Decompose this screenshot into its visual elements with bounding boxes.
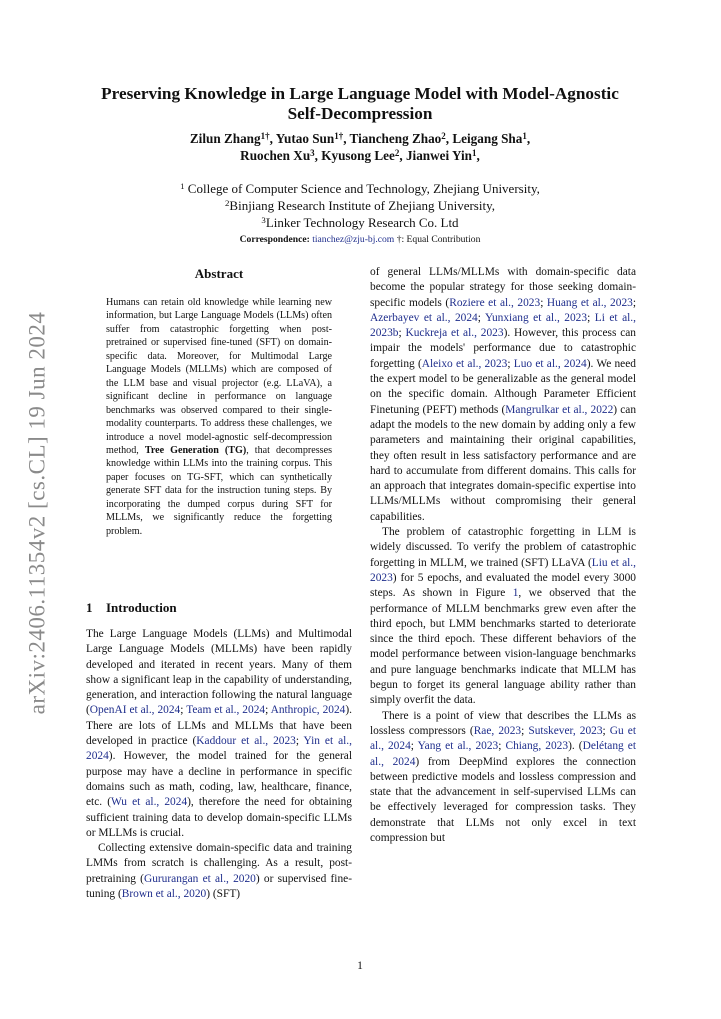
correspondence-line <box>80 234 640 246</box>
citation-link[interactable]: Delétang et al., 2024 <box>370 740 636 768</box>
abstract-heading: Abstract <box>194 266 244 281</box>
paragraph: The problem of catastrophic forgetting in LLM is widely discussed. To verify the problem of catastrophic forgetting in MLLM, we trained (SFT) LLaVA (Liu et al., 2023) for 5 epochs, and evaluated the model every 3000 steps. As shown in Figure 1, we observed that the performance of MLLM benchmarks grew even after the third epoch, but LMM benchmarks started to deteriorate since the third epoch. These different behaviors of the model performance between vision-language benchmarks and pure language benchmarks indicate that MLLM has begun to forget its general language ability rather than simply overfit the data. <box>370 526 637 707</box>
paragraph: Collecting extensive domain-specific data and training LMMs from scratch is challenging. As a result, post-pretraining (Gururangan et al., 2020) or supervised fine-tuning (Brown et al., 2020) (SFT) <box>86 842 352 901</box>
citation-link[interactable]: Chiang, 2023 <box>505 740 569 753</box>
affiliation-2: $^2$Binjiang Research Institute of Zhejiang University, <box>224 198 495 213</box>
figure-ref-link[interactable]: 1 <box>512 587 519 600</box>
citation-link[interactable]: Luo et al., 2024 <box>513 357 587 370</box>
citation-link[interactable]: Rae, 2023 <box>473 724 522 737</box>
author-name: Zilun Zhang <box>189 131 261 146</box>
affiliation-1: $^1$ College of Computer Science and Technology, Zhejiang University, <box>180 181 540 196</box>
section-title: Introduction <box>106 600 177 615</box>
introduction-body <box>86 627 352 902</box>
author-name: Jianwei Yin <box>405 148 473 163</box>
author-affil-mark: 3 <box>310 147 315 158</box>
citation-link[interactable]: Yunxiang et al., 2023 <box>485 311 588 324</box>
citation-link[interactable]: Sutskever, 2023 <box>528 724 603 737</box>
citation-link[interactable]: OpenAI et al., 2024 <box>89 704 181 717</box>
section-heading-introduction <box>86 600 352 616</box>
paragraph: of general LLMs/MLLMs with domain-specific data become the popular strategy for those seeking domain-specific models (Roziere et al., 2023; Huang et al., 2023; Azerbayev et al., 2024; Yunxiang et al., 2023; Li et al., 2023b; Kuckreja et al., 2023). However, this process can impair the models' performance due to catastrophic forgetting (Aleixo et al., 2023; Luo et al., 2024). We need the expert model to be generalizable as the general model on the specific domain. Although Parameter Efficient Finetuning (PEFT) methods (Mangrulkar et al., 2022) can adapt the models to the new domain by adding only a few parameters and maintaining their original capabilities, they often result in less satisfactory performance and are hard to accumulate from different domains. This calls for an approach that integrates domain-specific expertise into LLMs/MLLMs without compromising their general capabilities. <box>370 266 637 523</box>
author-name: Yutao Sun <box>275 131 335 146</box>
paragraph: There is a point of view that describes the LLMs as lossless compressors (Rae, 2023; Sutskever, 2023; Gu et al., 2024; Yang et al., 2023; Chiang, 2023). (Delétang et al., 2024) from DeepMind explores the connection between predictive models and lossless compression and state that the advancement in self-supervised LLMs can be effectively leveraged for compression tasks. They demonstrate that LLMs not only excel in text compression but <box>370 709 637 844</box>
citation-link[interactable]: Li et al., 2023b <box>370 311 637 340</box>
author-affil-mark: 2 <box>394 147 400 158</box>
author-affil-mark: 1 <box>472 147 477 158</box>
citation-link[interactable]: Team et al., 2024 <box>186 704 266 717</box>
author-list <box>80 130 640 164</box>
citation-link[interactable]: Liu et al., 2023 <box>370 556 637 584</box>
title-line-1: Preserving Knowledge in Large Language Model with Model-Agnostic <box>101 84 619 103</box>
author-name: Kyusong Lee <box>321 148 395 163</box>
author-name: Ruochen Xu <box>240 148 311 163</box>
citation-link[interactable]: Brown et al., 2020 <box>121 888 207 901</box>
page-number: 1 <box>357 960 363 972</box>
paper-title <box>80 84 640 124</box>
paragraph: The Large Language Models (LLMs) and Multimodal Large Language Models (MLLMs) have been rapidly developed and iterated in recent years. Many of them show a significant leap in the capability of understanding, generation, and interaction following the natural language (OpenAI et al., 2024; Team et al., 2024; Anthropic, 2024). There are lots of LLMs and MLLMs that have been developed in practice (Kaddour et al., 2023; Yin et al., 2024). However, the model trained for the general purpose may have a decline in performance in specific domains such as math, coding, law, healthcare, finance, etc. (Wu et al., 2024), therefore the need for obtaining sufficient training data to develop domain-specific LLMs or MLLMs is crucial. <box>86 628 353 839</box>
citation-link[interactable]: Anthropic, 2024 <box>270 704 346 717</box>
citation-link[interactable]: Wu et al., 2024 <box>111 796 188 809</box>
equal-contribution-note: †: Equal Contribution <box>396 234 481 245</box>
section-number: 1 <box>86 600 93 615</box>
author-line-1: Zilun Zhang$^{1\dagger}$, Yutao Sun$^{1\dagger}$, Tiancheng Zhao$^2$, Leigang Sha$^1$, <box>189 130 531 146</box>
citation-link[interactable]: Aleixo et al., 2023 <box>421 357 508 370</box>
citation-link[interactable]: Kaddour et al., 2023 <box>196 735 296 748</box>
correspondence-label: Correspondence: <box>239 234 310 245</box>
right-column-body <box>370 265 636 846</box>
abstract-body: Humans can retain old knowledge while learning new information, but Large Language Models (LLMs) often suffer from catastrophic forgetting when post-pretrained or supervised fine-tuned (SFT) on domain-specific data. Moreover, for Multimodal Large Language Models (MLLMs) which are composed of the LLM base and visual projector (e.g. LLaVA), a significant decline in performance on language benchmarks was observed compared to their single-modality counterparts. To address these challenges, we introduce a novel model-agnostic self-decompression method, Tree Generation (TG), that decompresses knowledge within LLMs into the training corpus. This paper focuses on TG-SFT, which can synthetically generate SFT data for the instruction tuning steps. By incorporating the dumped corpus during SFT for MLLMs, we significantly reduce the forgetting problem. <box>106 297 333 537</box>
citation-link[interactable]: Gu et al., 2024 <box>370 724 637 753</box>
arxiv-sidebar-stamp <box>20 311 54 715</box>
citation-link[interactable]: Yang et al., 2023 <box>417 740 499 753</box>
citation-link[interactable]: Azerbayev et al., 2024 <box>370 311 478 324</box>
affiliation-3: $^3$Linker Technology Research Co. Ltd <box>261 215 459 230</box>
author-affil-mark: 1 <box>260 130 266 141</box>
author-name: Leigang Sha <box>452 131 523 146</box>
citation-link[interactable]: Yin et al., 2024 <box>86 735 352 763</box>
author-line-2: Ruochen Xu$^3$, Kyusong Lee$^2$, Jianwei Yin$^1$, <box>240 147 480 163</box>
author-name: Tiancheng Zhao <box>349 131 442 146</box>
author-affil-mark: 2 <box>441 130 446 141</box>
author-affil-mark: 1 <box>522 130 527 141</box>
citation-link[interactable]: Roziere et al., 2023 <box>449 296 541 309</box>
citation-link[interactable]: Gururangan et al., 2020 <box>143 872 256 885</box>
author-affil-mark: 1 <box>334 130 339 141</box>
arxiv-identifier: arXiv:2406.11354v2 [cs.CL] 19 Jun 2024 <box>24 311 50 715</box>
title-line-2: Self-Decompression <box>287 104 433 123</box>
citation-link[interactable]: Huang et al., 2023 <box>546 296 633 309</box>
citation-link[interactable]: Mangrulkar et al., 2022 <box>505 403 614 416</box>
correspondence-email-link[interactable]: tianchez@zju-bj.com <box>312 234 395 245</box>
affiliation-list <box>80 180 640 231</box>
method-name: Tree Generation (TG) <box>144 444 247 456</box>
citation-link[interactable]: Kuckreja et al., 2023 <box>405 327 504 340</box>
